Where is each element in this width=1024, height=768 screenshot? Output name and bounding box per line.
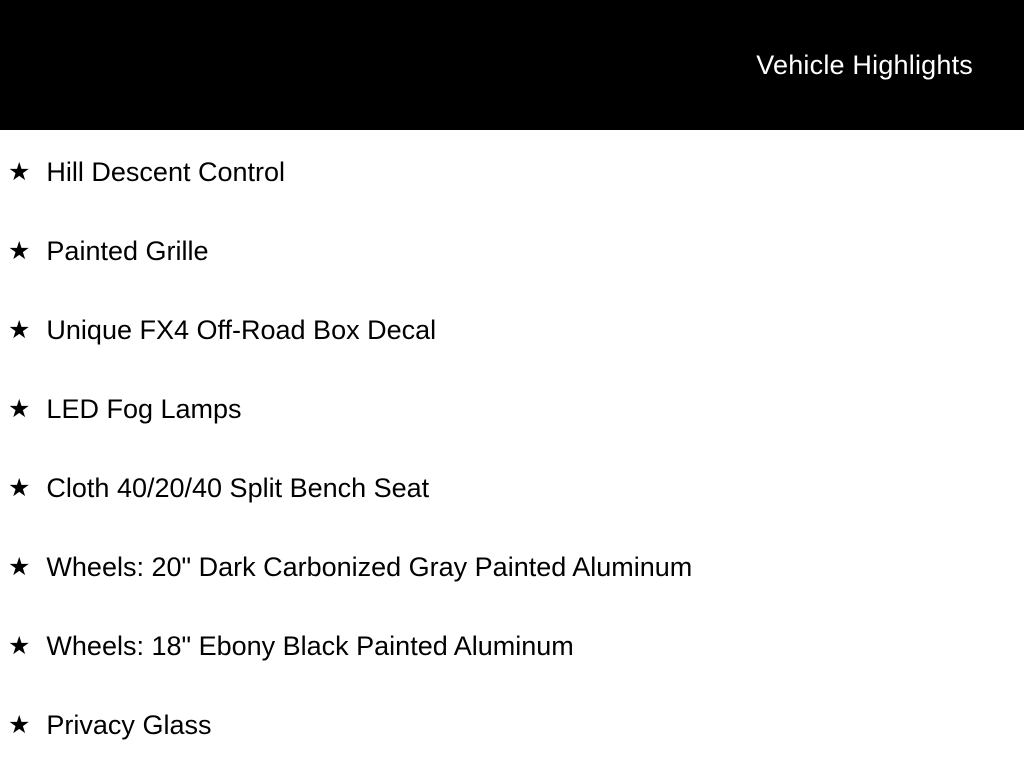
star-icon: ★ [8, 553, 31, 581]
star-icon: ★ [8, 237, 31, 265]
list-item [8, 528, 1024, 607]
star-icon: ★ [8, 395, 31, 423]
star-icon: ★ [8, 158, 31, 186]
highlight-item-label: Wheels: 20" Dark Carbonized Gray Painted Aluminum [46, 552, 693, 583]
highlight-item-label: Cloth 40/20/40 Split Bench Seat [46, 473, 430, 504]
list-item [8, 607, 1024, 686]
star-icon: ★ [8, 316, 31, 344]
list-item [8, 133, 1024, 212]
highlight-item-label: Hill Descent Control [46, 157, 286, 188]
star-icon: ★ [8, 474, 31, 502]
list-item [8, 449, 1024, 528]
star-icon: ★ [8, 632, 31, 660]
list-item [8, 291, 1024, 370]
list-item [8, 686, 1024, 765]
highlight-item-label: LED Fog Lamps [46, 394, 242, 425]
highlight-item-label: Unique FX4 Off-Road Box Decal [46, 315, 437, 346]
star-icon: ★ [8, 711, 31, 739]
list-item [8, 212, 1024, 291]
vehicle-highlights-header [0, 0, 1024, 130]
highlights-list [0, 130, 1024, 765]
highlight-item-label: Privacy Glass [46, 710, 212, 741]
highlight-item-label: Painted Grille [46, 236, 209, 267]
list-item [8, 370, 1024, 449]
highlight-item-label: Wheels: 18" Ebony Black Painted Aluminum [46, 631, 574, 662]
page-title: Vehicle Highlights [756, 49, 973, 80]
